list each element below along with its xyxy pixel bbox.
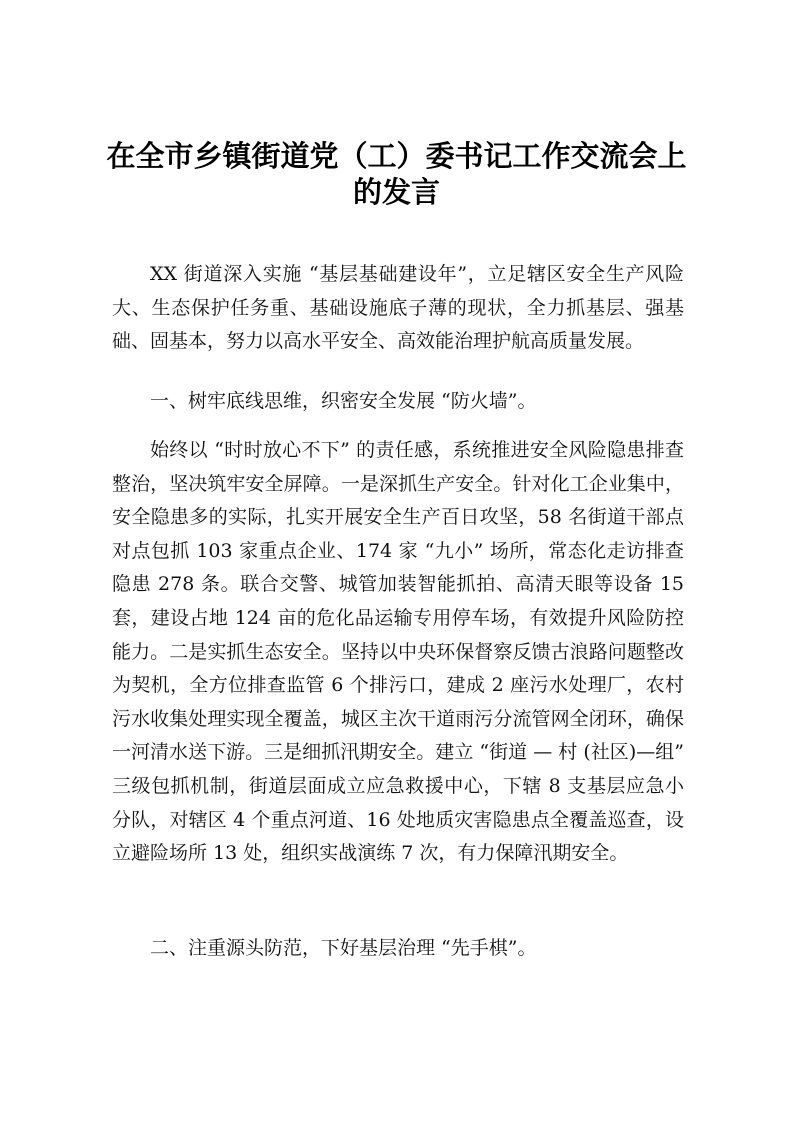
section-1-paragraph: 始终以 “时时放心不下” 的责任感，系统推进安全风险隐患排查整治，坚决筑牢安全屏障。一是深抓生产安全。针对化工企业集中，安全隐患多的实际，扎实开展安全生产百日攻坚，58 名街道干部点对点包抓 103 家重点企业、174 家 “九小” 场所，常态化走访排查隐患 278 条。联合交警、城管加装智能抓拍、高清天眼等设备 15 套，建设占地 124 亩的危化品运输专用停车场，有效提升风险防控能力。二是实抓生态安全。坚持以中央环保督察反馈古浪路问题整改为契机，全方位排查监管 6 个排污口，建成 2 座污水处理厂，农村污水收集处理实现全覆盖，城区主次干道雨污分流管网全闭环，确保一河清水送下游。三是细抓汛期安全。建立 “街道 — 村 (社区)—组” 三级包抓机制，街道层面成立应急救援中心，下辖 8 支基层应急小分队，对辖区 4 个重点河道、16 处地质灾害隐患点全覆盖巡查，设立避险场所 13 处，组织实战演练 7 次，有力保障汛期安全。	[112, 439, 684, 865]
document-title: 在全市乡镇街道党（工）委书记工作交流会上的发言	[106, 139, 687, 209]
section-heading-2: 二、注重源头防范，下好基层治理 “先手棋”。	[150, 937, 537, 959]
intro-paragraph: XX 街道深入实施 “基层基础建设年”，立足辖区安全生产风险大、生态保护任务重、基础设施底子薄的现状，全力抓基层、强基础、固基本，努力以高水平安全、高效能治理护航高质量发展。	[112, 263, 684, 353]
section-heading-1: 一、树牢底线思维，织密安全发展 “防火墙”。	[150, 390, 537, 412]
